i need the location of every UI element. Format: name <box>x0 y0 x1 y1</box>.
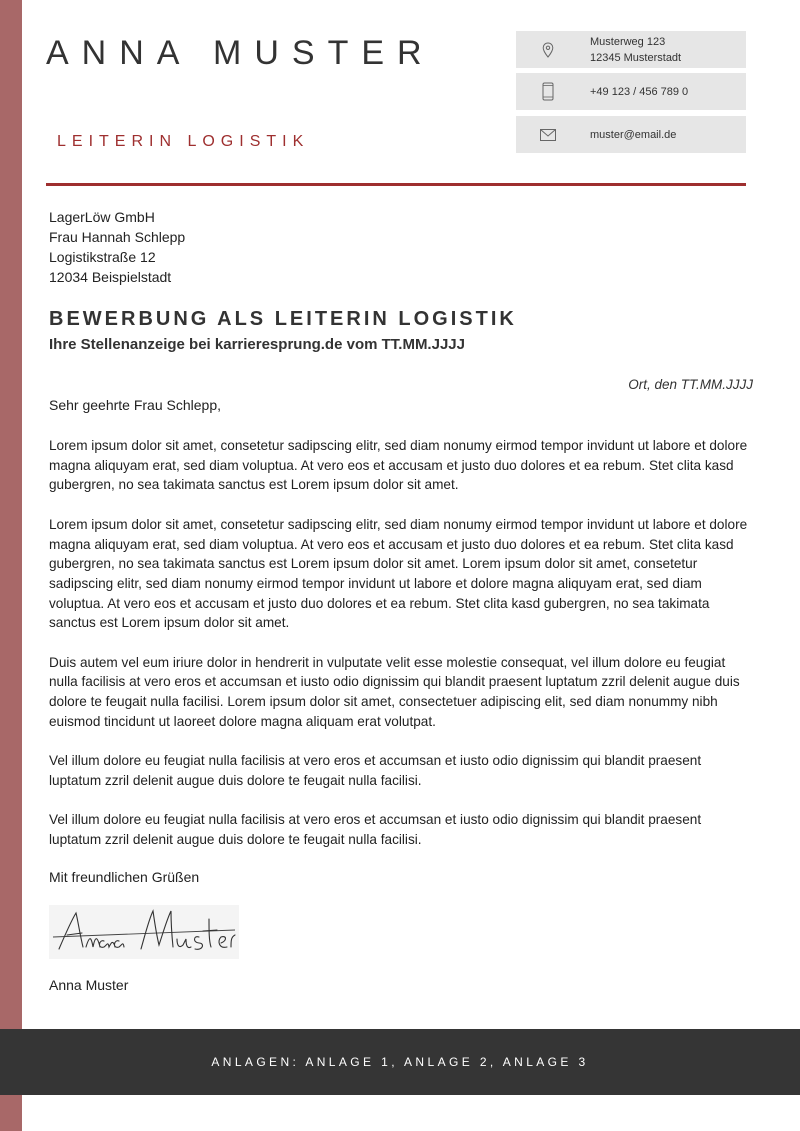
contact-email <box>516 116 746 153</box>
smartphone-icon <box>540 82 556 102</box>
recipient-contact: Frau Hannah Schlepp <box>49 229 186 245</box>
attachments-footer <box>0 1029 800 1095</box>
place-date: Ort, den TT.MM.JJJJ <box>628 377 753 392</box>
handwritten-signature <box>49 905 239 959</box>
body-paragraph: Vel illum dolore eu feugiat nulla facilisis at vero eros et accumsan et iusto odio dignissim qui blandit praesent luptatum zzril delenit augue duis dolore te feugait nulla facilisi. <box>49 812 702 847</box>
recipient-company: LagerLöw GmbH <box>49 209 155 225</box>
decorative-side-bar <box>0 0 22 1131</box>
letter-subline: Ihre Stellenanzeige bei karrieresprung.de vom TT.MM.JJJJ <box>49 336 465 353</box>
contact-phone <box>516 73 746 110</box>
phone-number: +49 123 / 456 789 0 <box>590 85 689 98</box>
recipient-street: Logistikstraße 12 <box>49 249 156 265</box>
body-paragraph: Vel illum dolore eu feugiat nulla facilisis at vero eros et accumsan et iusto odio dignissim qui blandit praesent luptatum zzril delenit augue duis dolore te feugait nulla facilisi. <box>49 753 702 788</box>
recipient-address <box>49 207 185 287</box>
letter-subject: BEWERBUNG ALS LEITERIN LOGISTIK <box>49 308 517 330</box>
contact-address <box>516 31 746 68</box>
address-street: Musterweg 123 <box>590 35 666 48</box>
body-paragraph: Lorem ipsum dolor sit amet, consetetur sadipscing elitr, sed diam nonumy eirmod tempor invidunt ut labore et dolore magna aliquyam erat, sed diam voluptua. At vero eos et accusam et justo duo dolores et ea rebum. Stet clita kasd gubergren, no sea takimata sanctus est Lorem ipsum dolor sit amet. Lorem ipsum dolor sit amet, consetetur sadipscing elitr, sed diam nonumy eirmod tempor invidunt ut labore et dolore magna aliquyam erat, sed diam voluptua. At vero eos et accusam et justo duo dolores et ea rebum. Stet clita kasd gubergren, no sea takimata sanctus est Lorem ipsum dolor sit amet. <box>49 516 748 631</box>
letter-body <box>49 436 751 869</box>
body-paragraph: Lorem ipsum dolor sit amet, consetetur sadipscing elitr, sed diam nonumy eirmod tempor invidunt ut labore et dolore magna aliquyam erat, sed diam voluptua. At vero eos et accusam et justo duo dolores et ea rebum. Stet clita kasd gubergren, no sea takimata sanctus est Lorem ipsum dolor sit amet. <box>49 438 748 493</box>
recipient-city: 12034 Beispielstadt <box>49 269 172 285</box>
envelope-icon <box>540 125 556 145</box>
applicant-job-title: LEITERIN LOGISTIK <box>57 133 310 150</box>
closing-phrase: Mit freundlichen Grüßen <box>49 869 200 885</box>
attachments-list: ANLAGEN: ANLAGE 1, ANLAGE 2, ANLAGE 3 <box>211 1055 589 1069</box>
body-paragraph: Duis autem vel eum iriure dolor in hendrerit in vulputate velit esse molestie consequat, vel illum dolore eu feugiat nulla facilisis at vero eros et accumsan et iusto odio dignissim qui blandit praesent luptatum zzril delenit augue duis dolore te feugait nulla facilisi. Lorem ipsum dolor sit amet, consectetuer adipiscing elit, sed diam nonummy nibh euismod tincidunt ut laoreet dolore magna aliquam erat volutpat. <box>49 654 740 729</box>
location-pin-icon <box>540 40 556 60</box>
sender-name: Anna Muster <box>49 977 129 993</box>
header-divider <box>46 183 746 186</box>
email-address: muster@email.de <box>590 128 677 141</box>
salutation: Sehr geehrte Frau Schlepp, <box>49 397 221 413</box>
applicant-name: ANNA MUSTER <box>46 34 435 72</box>
address-city: 12345 Musterstadt <box>590 51 682 64</box>
